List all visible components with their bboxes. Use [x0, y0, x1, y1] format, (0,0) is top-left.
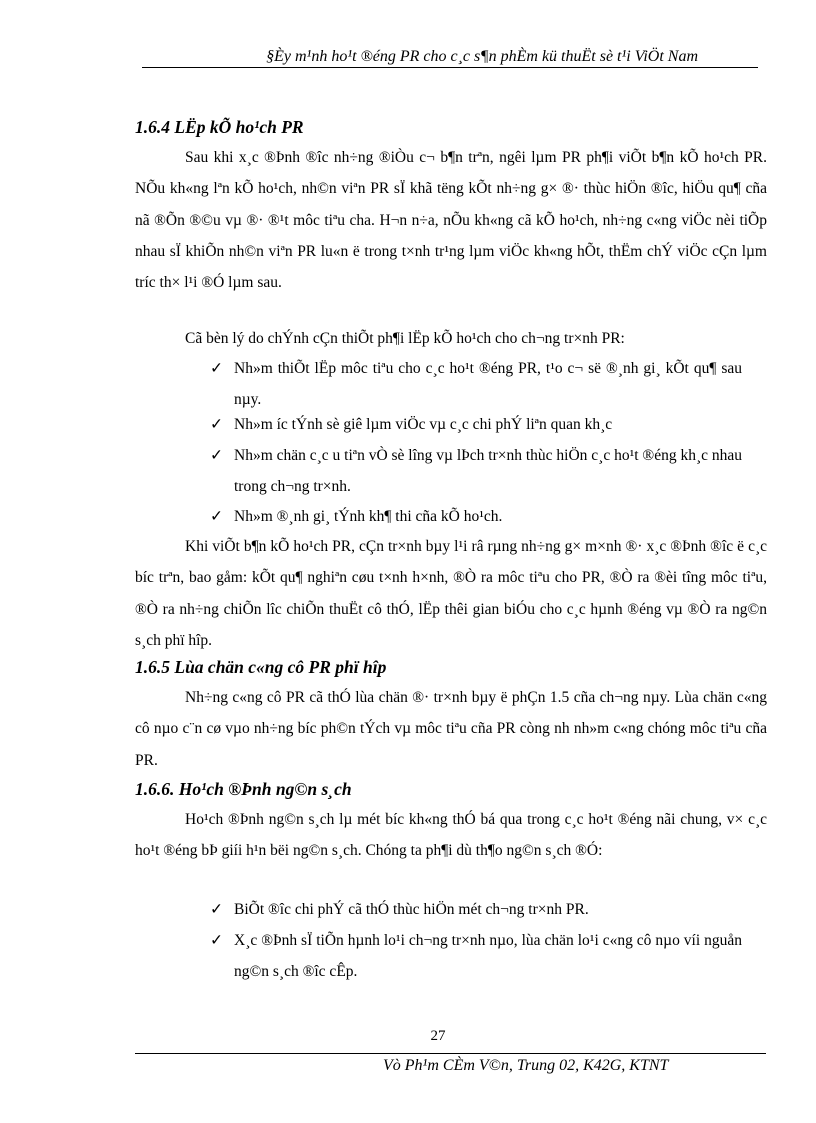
paragraph: Nh÷ng c«ng cô PR cã thÓ lùa chän ®· tr×nh bµy ë phÇn 1.5 cña ch¬ng nµy. Lùa chän c«ng cô nµo c¨n cø vµo nh÷ng bíc ph©n tÝch vµ môc tiªu cña PR còng nh nh»m c«ng chóng môc tiªu cña PR.: [135, 689, 767, 769]
list-item: ✓ BiÕt ®îc chi phÝ cã thÓ thùc hiÖn mét ch¬ng tr×nh PR.: [210, 894, 742, 925]
checkmark-icon: ✓: [210, 932, 223, 949]
checkmark-icon: ✓: [210, 447, 223, 464]
checkmark-icon: ✓: [210, 360, 223, 377]
section-heading-1-6-4: 1.6.4 LËp kÕ ho¹ch PR: [135, 117, 304, 137]
paragraph: Cã bèn lý do chÝnh cÇn thiÕt ph¶i lËp kÕ ho¹ch cho ch¬ng tr×nh PR:: [185, 330, 625, 347]
list-item: ✓ X¸c ®Þnh sÏ tiÕn hµnh lo¹i ch¬ng tr×nh nµo, lùa chän lo¹i c«ng cô nµo víi nguån ng©n s¸ch ®îc cÊp.: [210, 925, 742, 988]
section-heading-1-6-5: 1.6.5 Lùa chän c«ng cô PR phï hîp: [135, 657, 387, 677]
header-title: §Èy m¹nh ho¹t ®éng PR cho c¸c s¶n phÈm kü thuËt sè t¹i ViÖt Nam: [266, 48, 698, 65]
section-heading-1-6-6: 1.6.6. Ho¹ch ®Þnh ng©n s¸ch: [135, 779, 352, 799]
checkmark-icon: ✓: [210, 416, 223, 433]
paragraph: Khi viÕt b¶n kÕ ho¹ch PR, cÇn tr×nh bµy l¹i râ rµng nh÷ng g× m×nh ®· x¸c ®Þnh ®îc ë c¸c bíc trªn, bao gåm: kÕt qu¶ nghiªn cøu t×nh h×nh, ®Ò ra môc tiªu cho PR, ®Ò ra ®èi tîng môc tiªu, ®Ò ra nh÷ng chiÕn lîc chiÕn thuËt cô thÓ, lËp thêi gian biÓu cho c¸c hµnh ®éng vµ ®Ò ra ng©n s¸ch phï hîp.: [135, 538, 767, 649]
checkmark-icon: ✓: [210, 508, 223, 525]
list-item: ✓ Nh»m chän c¸c u tiªn vÒ sè lîng vµ lÞch tr×nh thùc hiÖn c¸c ho¹t ®éng kh¸c nhau trong ch¬ng tr×nh.: [210, 440, 742, 503]
paragraph: Ho¹ch ®Þnh ng©n s¸ch lµ mét bíc kh«ng thÓ bá qua trong c¸c ho¹t ®éng nãi chung, v× c¸c ho¹t ®éng bÞ giíi h¹n bëi ng©n s¸ch. Chóng ta ph¶i dù th¶o ng©n s¸ch ®Ó:: [135, 811, 767, 860]
paragraph: Sau khi x¸c ®Þnh ®îc nh÷ng ®iÒu c¬ b¶n trªn, ngêi lµm PR ph¶i viÕt b¶n kÕ ho¹ch PR. NÕu kh«ng lªn kÕ ho¹ch, nh©n viªn PR sÏ khã tëng kÕt nh÷ng g× ®· thùc hiÖn ®îc, hiÖu qu¶ cña nã ®Õn ®©u vµ ®· ®¹t môc tiªu cha. H¬n n÷a, nÕu kh«ng cã kÕ ho¹ch, nh÷ng c«ng viÖc nèi tiÕp nhau sÏ khiÕn nh©n viªn PR lu«n ë trong t×nh tr¹ng lµm viÖc kh«ng hÕt, thËm chÝ viÖc cÇn lµm tríc th× l¹i ®Ó lµm sau.: [135, 149, 767, 292]
list-item: ✓ Nh»m thiÕt lËp môc tiªu cho c¸c ho¹t ®éng PR, t¹o c¬ së ®¸nh gi¸ kÕt qu¶ sau nµy.: [210, 353, 742, 416]
list-item: ✓ Nh»m ®¸nh gi¸ tÝnh kh¶ thi cña kÕ ho¹ch.: [210, 501, 742, 532]
list-item: ✓ Nh»m íc tÝnh sè giê lµm viÖc vµ c¸c chi phÝ liªn quan kh¸c: [210, 409, 742, 440]
footer-author: Vò Ph¹m CÈm V©n, Trung 02, K42G, KTNT: [383, 1057, 669, 1074]
page-number: 27: [430, 1028, 446, 1044]
checkmark-icon: ✓: [210, 901, 223, 918]
running-header: [142, 46, 758, 68]
footer-divider: [135, 1053, 766, 1054]
